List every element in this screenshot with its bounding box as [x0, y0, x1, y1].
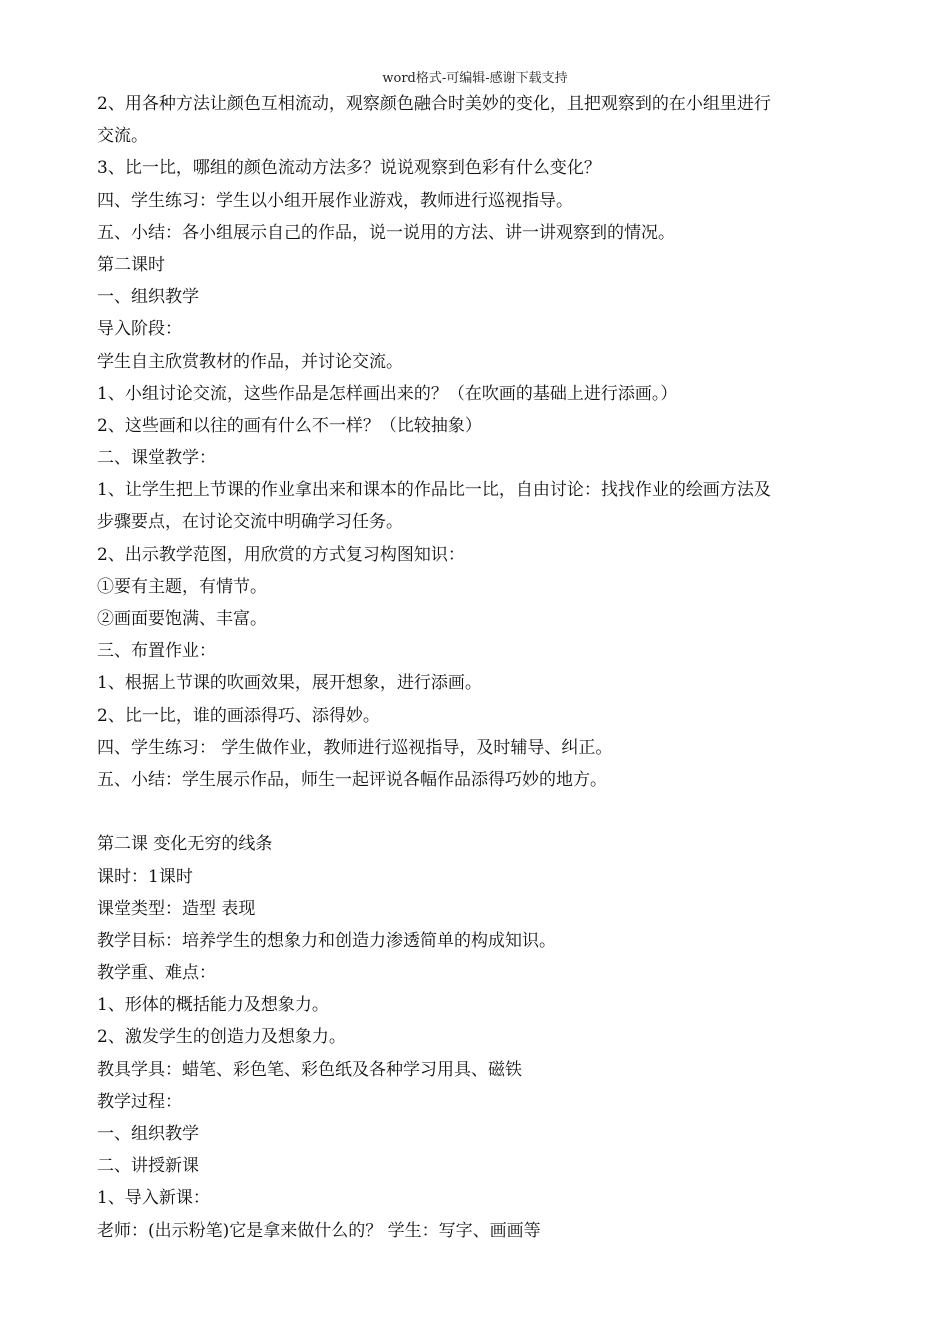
text-line: 步骤要点，在讨论交流中明确学习任务。: [97, 512, 403, 533]
text-line: 三、布置作业：: [97, 641, 216, 662]
text-line: 2、出示教学范图，用欣赏的方式复习构图知识：: [97, 544, 465, 565]
text-line: ②画面要饱满、丰富。: [97, 609, 267, 629]
lesson-title: 第二课 变化无穷的线条: [97, 834, 273, 855]
text-line: 二、讲授新课: [97, 1156, 199, 1177]
document-body: [97, 88, 867, 1247]
text-line: 教学重、难点：: [97, 963, 216, 984]
text-line: ①要有主题，有情节。: [97, 576, 267, 597]
text-line: 1、形体的概括能力及想象力。: [97, 995, 329, 1016]
text-line: 教学过程：: [97, 1091, 182, 1112]
text-line: 2、比一比，谁的画添得巧、添得妙。: [97, 705, 380, 726]
text-line: 二、课堂教学：: [97, 448, 216, 469]
text-line: 四、学生练习：学生以小组开展作业游戏，教师进行巡视指导。: [97, 190, 573, 211]
text-line: 1、让学生把上节课的作业拿出来和课本的作品比一比，自由讨论：找找作业的绘画方法及: [97, 480, 771, 501]
text-line: 学生自主欣赏教材的作品，并讨论交流。: [97, 351, 403, 372]
section-heading: 第二课时: [97, 254, 165, 275]
text-line: 导入阶段：: [97, 319, 182, 340]
text-line: 2、用各种方法让颜色互相流动，观察颜色融合时美妙的变化，且把观察到的在小组里进行: [97, 94, 771, 114]
page-header: word格式-可编辑-感谢下载支持: [382, 71, 568, 86]
text-line: 一、组织教学: [97, 1124, 199, 1144]
text-line: 教具学具：蜡笔、彩色笔、彩色纸及各种学习用具、磁铁: [97, 1059, 522, 1080]
text-line: 四、学生练习： 学生做作业，教师进行巡视指导，及时辅导、纠正。: [97, 737, 613, 758]
text-line: 3、比一比，哪组的颜色流动方法多？说说观察到色彩有什么变化？: [97, 158, 601, 179]
text-line: 五、小结：各小组展示自己的作品，说一说用的方法、讲一讲观察到的情况。: [97, 222, 675, 243]
blank-line: [97, 796, 867, 828]
text-line: 课堂类型：造型 表现: [97, 898, 256, 919]
text-line: 1、导入新课：: [97, 1188, 210, 1209]
text-line: 教学目标：培养学生的想象力和创造力渗透简单的构成知识。: [97, 930, 556, 951]
text-line: 2、这些画和以往的画有什么不一样？（比较抽象）: [97, 415, 482, 436]
text-line: 1、小组讨论交流，这些作品是怎样画出来的？（在吹画的基础上进行添画。）: [97, 383, 678, 404]
text-line: 2、激发学生的创造力及想象力。: [97, 1027, 346, 1048]
text-line: 一、组织教学: [97, 287, 199, 308]
text-line: 老师：(出示粉笔)它是拿来做什么的？ 学生：写字、画画等: [97, 1220, 541, 1241]
text-line: 课时：1课时: [97, 866, 193, 887]
text-line: 五、小结：学生展示作品，师生一起评说各幅作品添得巧妙的地方。: [97, 769, 607, 790]
text-line: 交流。: [97, 126, 148, 147]
text-line: 1、根据上节课的吹画效果，展开想象，进行添画。: [97, 673, 482, 694]
